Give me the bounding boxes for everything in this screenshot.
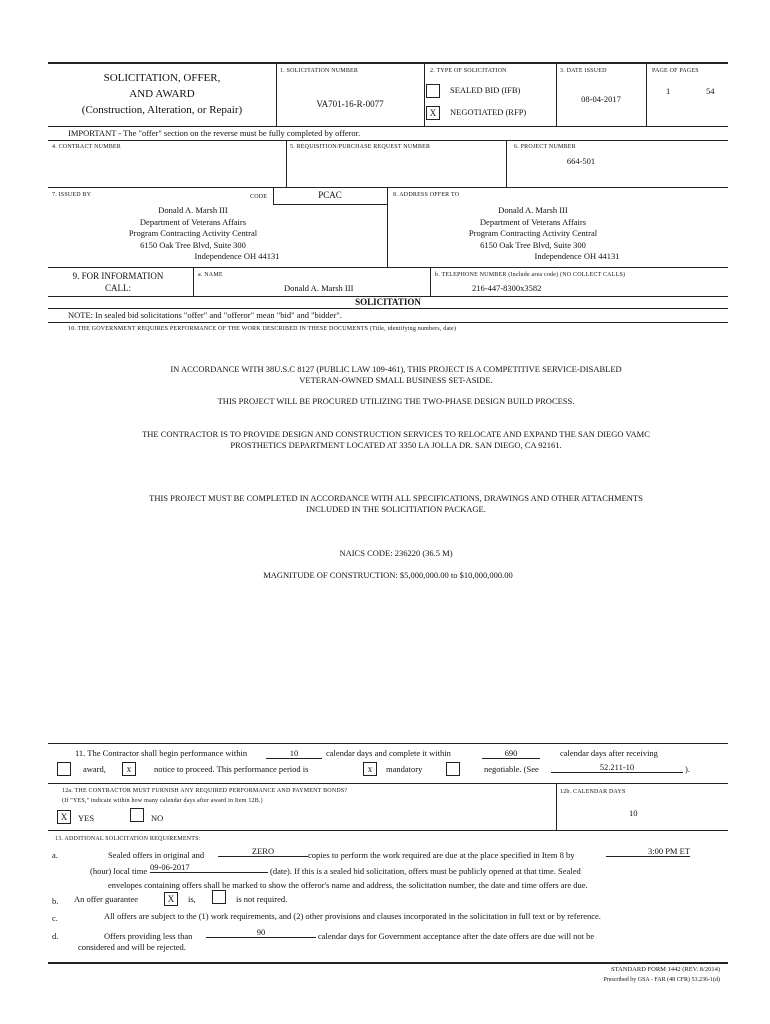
acceptance-period-text: considered and will be rejected. bbox=[78, 942, 186, 952]
project-number-value: 664-501 bbox=[566, 156, 596, 166]
paragraph-line: IN ACCORDANCE WITH 38U.S.C 8127 (PUBLIC LAW 109-461), THIS PROJECT IS A COMPETITIVE SERVICE-DISABLED bbox=[170, 364, 622, 374]
paragraph-line: THE CONTRACTOR IS TO PROVIDE DESIGN AND CONSTRUCTION SERVICES TO RELOCATE AND EXPAND THE SAN DIEGO VAMC bbox=[142, 429, 650, 439]
important-note: IMPORTANT - The "offer" section on the reverse must be fully completed by offeror. bbox=[68, 128, 361, 138]
offer-address bbox=[388, 205, 678, 263]
due-date-value: 09-06-2017 bbox=[150, 862, 268, 873]
item11-text: calendar days after receiving bbox=[560, 748, 658, 758]
divider bbox=[286, 140, 287, 187]
paragraph-line: THIS PROJECT MUST BE COMPLETED IN ACCORDANCE WITH ALL SPECIFICATIONS, DRAWINGS AND OTHER ATTACHMENTS bbox=[149, 493, 643, 503]
address-line: Independence OH 44131 bbox=[534, 251, 620, 261]
sealed-offers-text: (hour) local time bbox=[90, 866, 148, 876]
mandatory-checkbox[interactable]: x bbox=[363, 762, 377, 776]
form-title-line: AND AWARD bbox=[129, 88, 195, 100]
bonds-label: 12a. THE CONTRACTOR MUST FURNISH ANY REQUIRED PERFORMANCE AND PAYMENT BONDS? bbox=[62, 788, 348, 794]
construction-magnitude: MAGNITUDE OF CONSTRUCTION: $5,000,000.00 to $10,000,000.00 bbox=[263, 570, 513, 580]
completion-paragraph bbox=[48, 493, 744, 515]
requisition-label: 5. REQUISITION/PURCHASE REQUEST NUMBER bbox=[290, 144, 431, 150]
code-value: PCAC bbox=[318, 190, 342, 200]
rule bbox=[48, 322, 728, 323]
rule bbox=[48, 830, 728, 831]
no-label: NO bbox=[151, 813, 164, 823]
issued-by-label: 7. ISSUED BY bbox=[52, 192, 92, 198]
address-line: 6150 Oak Tree Blvd, Suite 300 bbox=[480, 239, 586, 250]
prescribed-by: Prescribed by GSA - FAR (48 CFR) 53.236-1(d) bbox=[603, 977, 720, 983]
award-checkbox[interactable] bbox=[57, 762, 71, 776]
rule bbox=[48, 126, 728, 127]
sealed-bid-checkbox[interactable] bbox=[426, 84, 440, 98]
procurement-paragraph: THIS PROJECT WILL BE PROCURED UTILIZING THE TWO-PHASE DESIGN BUILD PROCESS. bbox=[217, 396, 575, 406]
telephone-value: 216-447-8300x3582 bbox=[472, 283, 542, 293]
mandatory-label: mandatory bbox=[386, 764, 423, 774]
item11-text: 11. The Contractor shall begin performance within bbox=[75, 748, 248, 758]
address-line: Donald A. Marsh III bbox=[498, 205, 568, 215]
form-title-line: (Construction, Alteration, or Repair) bbox=[81, 104, 243, 116]
info-label-line: 9. FOR INFORMATION bbox=[72, 271, 164, 281]
top-border bbox=[48, 62, 728, 64]
naics-code: NAICS CODE: 236220 (36.5 M) bbox=[339, 548, 453, 558]
date-issued-value: 08-04-2017 bbox=[581, 94, 621, 104]
pages-label: PAGE OF PAGES bbox=[652, 68, 699, 74]
divider bbox=[430, 267, 431, 296]
acceptance-period-text: Offers providing less than bbox=[104, 931, 193, 941]
guarantee-not-required-checkbox[interactable] bbox=[212, 890, 226, 904]
negotiable-checkbox[interactable] bbox=[446, 762, 460, 776]
solicitation-number-label: 1. SOLICITATION NUMBER bbox=[280, 68, 359, 74]
code-label: CODE bbox=[250, 194, 268, 200]
address-line: 6150 Oak Tree Blvd, Suite 300 bbox=[140, 239, 246, 250]
divider bbox=[646, 62, 647, 126]
due-time-value: 3:00 PM ET bbox=[606, 846, 690, 857]
rule bbox=[48, 308, 728, 309]
sealed-offers-text: envelopes containing offers shall be marked to show the offeror's name and address, the solicitation number, the date and time offers are due. bbox=[108, 880, 588, 890]
clause-reference-value: 52.211-10 bbox=[551, 762, 683, 773]
guarantee-is-label: is, bbox=[188, 894, 196, 904]
solicitation-number-value: VA701-16-R-0077 bbox=[316, 99, 384, 109]
item11-text: calendar days and complete it within bbox=[326, 748, 451, 758]
scope-paragraph bbox=[48, 429, 744, 451]
rule bbox=[48, 267, 728, 268]
start-days-value: 10 bbox=[266, 748, 322, 759]
date-issued-label: 3. DATE ISSUED bbox=[560, 68, 607, 74]
paragraph-line: INCLUDED IN THE SOLICITIATION PACKAGE. bbox=[306, 504, 486, 514]
bonds-no-checkbox[interactable] bbox=[130, 808, 144, 822]
form-title bbox=[48, 70, 276, 118]
negotiated-label: NEGOTIATED (RFP) bbox=[450, 107, 527, 117]
rule bbox=[48, 783, 728, 784]
rule bbox=[48, 140, 728, 141]
address-line: Department of Veterans Affairs bbox=[479, 216, 587, 227]
contact-name-value: Donald A. Marsh III bbox=[284, 283, 354, 293]
sealed-bid-label: SEALED BID (IFB) bbox=[450, 85, 521, 95]
offer-provisions-text: All offers are subject to the (1) work requirements, and (2) other provisions and clauses incorporated in the solicitation in full text or by reference. bbox=[104, 911, 601, 921]
page-count: 54 bbox=[706, 86, 715, 96]
work-description-label: 10. THE GOVERNMENT REQUIRES PERFORMANCE OF THE WORK DESCRIBED IN THESE DOCUMENTS (Title, identifying numbers, date) bbox=[68, 326, 457, 332]
solicitation-heading: SOLICITATION bbox=[355, 297, 421, 307]
item11-end: ). bbox=[685, 764, 690, 774]
award-label: award, bbox=[83, 764, 106, 774]
copies-value: ZERO bbox=[218, 846, 308, 857]
item-letter: c. bbox=[52, 913, 58, 923]
project-number-label: 6. PROJECT NUMBER bbox=[514, 144, 576, 150]
paragraph-line: VETERAN-OWNED SMALL BUSINESS SET-ASIDE. bbox=[299, 375, 493, 385]
info-call-label bbox=[48, 270, 188, 294]
sealed-offers-text: (date). If this is a sealed bid solicitation, offers must be publicly opened at that time. Sealed bbox=[270, 866, 581, 876]
guarantee-not-required-label: is not required. bbox=[236, 894, 288, 904]
yes-label: YES bbox=[78, 813, 95, 823]
negotiable-label: negotiable. (See bbox=[484, 764, 539, 774]
address-line: Donald A. Marsh III bbox=[158, 205, 228, 215]
divider bbox=[276, 62, 277, 126]
contract-number-label: 4. CONTRACT NUMBER bbox=[52, 144, 121, 150]
rule bbox=[48, 187, 728, 188]
page-number: 1 bbox=[666, 86, 671, 96]
solicitation-type-label: 2. TYPE OF SOLICITATION bbox=[430, 68, 507, 74]
guarantee-required-checkbox[interactable]: X bbox=[164, 892, 178, 906]
info-label-line: CALL: bbox=[105, 283, 131, 293]
completion-days-value: 690 bbox=[482, 748, 540, 759]
notice-to-proceed-checkbox[interactable]: x bbox=[122, 762, 136, 776]
form-title-line: SOLICITATION, OFFER, bbox=[103, 72, 221, 84]
address-offer-label: 8. ADDRESS OFFER TO bbox=[393, 192, 460, 198]
bonds-yes-checkbox[interactable]: X bbox=[57, 810, 71, 824]
bonds-sublabel: (If "YES," indicate within how many calendar days after award in Item 12B.) bbox=[62, 798, 263, 804]
calendar-days-label: 12b. CALENDAR DAYS bbox=[560, 789, 626, 795]
address-line: Program Contracting Activity Central bbox=[128, 228, 258, 238]
paragraph-line: PROSTHETICS DEPARTMENT LOCATED AT 3350 LA JOLLA DR. SAN DIEGO, CA 92161. bbox=[230, 440, 562, 450]
offer-guarantee-text: An offer guarantee bbox=[74, 894, 139, 904]
item-letter: a. bbox=[52, 850, 58, 860]
sealed-offers-text: Sealed offers in original and bbox=[108, 850, 205, 860]
set-aside-paragraph bbox=[48, 364, 744, 386]
address-line: Independence OH 44131 bbox=[194, 251, 280, 261]
divider bbox=[556, 783, 557, 830]
telephone-label: b. TELEPHONE NUMBER (Include area code) (NO COLLECT CALLS) bbox=[435, 272, 626, 278]
item-letter: d. bbox=[52, 931, 59, 941]
acceptance-period-text: calendar days for Government acceptance after the date offers are due will not be bbox=[318, 931, 595, 941]
acceptance-days-value: 90 bbox=[206, 927, 316, 938]
additional-requirements-label: 13. ADDITIONAL SOLICITATION REQUIREMENTS: bbox=[55, 836, 201, 842]
sealed-bid-note: NOTE: In sealed bid solicitations "offer" and "offeror" mean "bid" and "bidder". bbox=[68, 310, 342, 320]
contact-name-label: a. NAME bbox=[198, 272, 223, 278]
divider bbox=[424, 62, 425, 126]
form-identifier: STANDARD FORM 1442 (REV. 8/2014) bbox=[611, 966, 720, 973]
divider bbox=[193, 267, 194, 296]
notice-to-proceed-label: notice to proceed. This performance period is bbox=[154, 764, 309, 774]
negotiated-checkbox[interactable]: X bbox=[426, 106, 440, 120]
item-letter: b. bbox=[52, 896, 59, 906]
bottom-border bbox=[48, 962, 728, 964]
issuer-address bbox=[48, 205, 338, 263]
address-line: Department of Veterans Affairs bbox=[139, 216, 247, 227]
sealed-offers-text: copies to perform the work required are due at the place specified in Item 8 by bbox=[308, 850, 575, 860]
calendar-days-value: 10 bbox=[629, 808, 638, 818]
address-line: Program Contracting Activity Central bbox=[468, 228, 598, 238]
rule bbox=[48, 743, 728, 744]
